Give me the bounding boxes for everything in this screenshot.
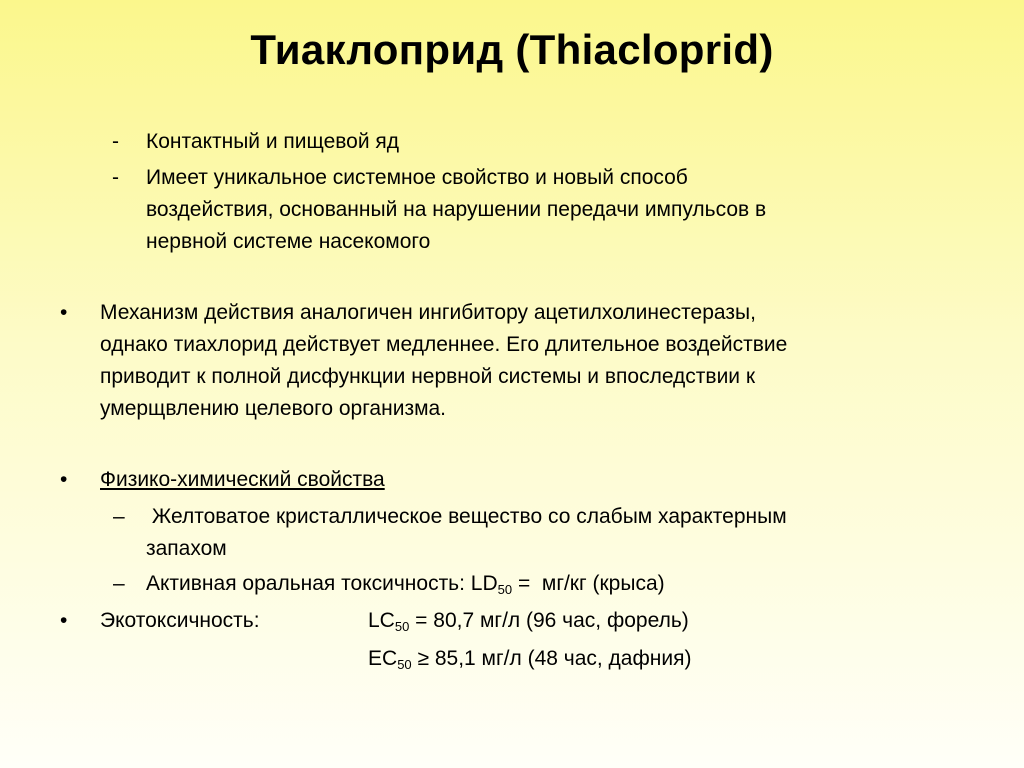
mechanism-text: Механизм действия аналогичен ингибитору ацетилхолинестеразы, [100, 301, 756, 324]
endash-marker: – [113, 572, 125, 595]
lc-prefix: LC [368, 609, 395, 632]
slide-title: Тиаклоприд (Thiacloprid) [250, 26, 774, 73]
mechanism-text: однако тиахлорид действует медленнее. Его длительное воздействие [100, 333, 788, 356]
physchem-sub1-text: запахом [146, 537, 227, 560]
ld-subscript: 50 [497, 582, 513, 597]
ld-prefix: Активная оральная токсичность: LD [146, 572, 498, 595]
physchem-sub1-text: Желтоватое кристаллическое вещество со слабым характерным [146, 505, 787, 528]
bullet-marker: • [60, 301, 68, 324]
dash-marker: - [112, 166, 119, 189]
physchem-heading: Физико-химический свойства [100, 468, 385, 491]
dash-item-text: воздействия, основанный на нарушении передачи импульсов в [146, 198, 767, 221]
lc50-text [368, 605, 689, 637]
endash-marker: – [113, 505, 125, 528]
bullet-marker: • [60, 468, 68, 491]
bullet-marker: • [60, 609, 68, 632]
oral-toxicity-text [146, 568, 665, 600]
dash-item-text: нервной системе насекомого [146, 230, 431, 253]
ec-subscript: 50 [397, 657, 412, 672]
mechanism-text: умерщвлению целевого организма. [100, 397, 447, 420]
dash-item-text: Контактный и пищевой яд [146, 130, 400, 153]
dash-item-text: Имеет уникальное системное свойство и новый способ [146, 166, 688, 189]
lc-subscript: 50 [394, 619, 410, 634]
ec-prefix: EC [368, 647, 398, 670]
dash-marker: - [112, 130, 119, 153]
ec-suffix: ≥ 85,1 мг/л (48 час, дафния) [411, 647, 692, 670]
mechanism-text: приводит к полной дисфункции нервной системы и впоследствии к [100, 365, 756, 388]
ecotox-label: Экотоксичность: [100, 609, 260, 632]
ld-suffix: = мг/кг (крыса) [512, 572, 665, 595]
ec50-text [368, 643, 691, 675]
lc-suffix: = 80,7 мг/л (96 час, форель) [409, 609, 689, 632]
